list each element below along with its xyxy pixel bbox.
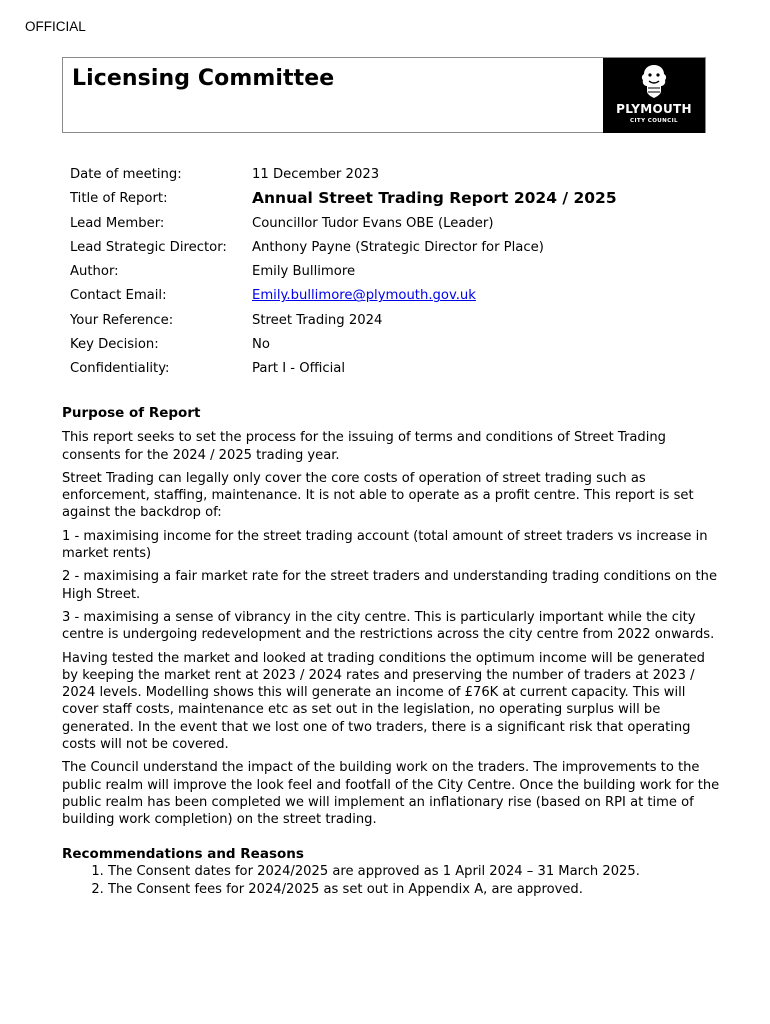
- purpose-paragraph: 1 - maximising income for the street trading account (total amount of street traders vs increase in market rents): [62, 528, 708, 562]
- meta-row-author: [70, 264, 710, 288]
- meta-value: Street Trading 2024: [252, 312, 383, 328]
- recommendations-list: [62, 863, 722, 898]
- meta-value: Councillor Tudor Evans OBE (Leader): [252, 215, 494, 231]
- report-title: Annual Street Trading Report 2024 / 2025: [252, 189, 617, 208]
- meta-row-key-decision: [70, 337, 710, 361]
- meta-row-email: [70, 288, 710, 312]
- purpose-paragraph: Street Trading can legally only cover the core costs of operation of street trading such as enforcement, staffing, maintenance. It is not able to operate as a profit centre. This report is set against the backdrop of:: [62, 470, 694, 521]
- purpose-paragraph: 2 - maximising a fair market rate for the street traders and understanding trading conditions on the High Street.: [62, 569, 718, 602]
- purpose-paragraph: Having tested the market and looked at trading conditions the optimum income will be generated by keeping the market rent at 2023 / 2024 rates and preserving the number of traders at 2023 / 2024 levels. Modelling shows this will generate an income of £76K at current capacity. This will cover staff costs, maintenance etc as set out in the legislation, no operating surplus will be generated. In the event that we lost one of two traders, there is a significant risk that operating costs will not be covered.: [62, 650, 705, 753]
- meta-value: Anthony Payne (Strategic Director for Place): [252, 239, 544, 255]
- meta-label: Your Reference:: [70, 312, 174, 328]
- meta-row-lead-member: [70, 216, 710, 240]
- logo-line-1: PLYMOUTH: [616, 102, 692, 116]
- meta-label: Key Decision:: [70, 337, 159, 353]
- lion-crest-icon: [639, 64, 669, 100]
- meta-label: Author:: [70, 264, 119, 280]
- meta-label: Date of meeting:: [70, 167, 182, 182]
- meta-label: Lead Member:: [70, 215, 165, 231]
- purpose-paragraph: This report seeks to set the process for the issuing of terms and conditions of Street Trading consents for the 2024 / 2025 trading year.: [62, 430, 666, 463]
- meta-label: Lead Strategic Director:: [70, 239, 227, 255]
- meeting-metadata: [70, 167, 710, 386]
- meta-label: Title of Report:: [70, 191, 168, 207]
- logo-line-2: CITY COUNCIL: [630, 118, 678, 124]
- recommendation-item: 2. The Consent fees for 2024/2025 as set out in Appendix A, are approved.: [108, 881, 722, 898]
- committee-title: Licensing Committee: [72, 66, 335, 91]
- meta-label: Confidentiality:: [70, 361, 170, 377]
- meta-value: Part I - Official: [252, 361, 346, 377]
- meta-value: 11 December 2023: [252, 167, 380, 182]
- security-marking: OFFICIAL: [25, 19, 86, 34]
- meta-row-reference: [70, 313, 710, 337]
- recommendations-heading: Recommendations and Reasons: [62, 846, 304, 862]
- meta-row-date: [70, 167, 710, 191]
- recommendations-section: [62, 846, 722, 898]
- recommendation-item: 1. The Consent dates for 2024/2025 are approved as 1 April 2024 – 31 March 2025.: [108, 863, 722, 880]
- purpose-paragraph: The Council understand the impact of the building work on the traders. The improvements to the public realm will improve the look feel and footfall of the City Centre. Once the building work for the public realm has been completed we will implement an inflationary rise (based on RPI at time of building work completion) on the street trading.: [62, 760, 720, 828]
- purpose-paragraph: 3 - maximising a sense of vibrancy in the city centre. This is particularly important while the city centre is undergoing redevelopment and the restrictions across the city centre from 2022 onwards.: [62, 609, 715, 643]
- meta-value: No: [252, 337, 270, 353]
- contact-email-link[interactable]: Emily.bullimore@plymouth.gov.uk: [252, 288, 476, 304]
- meta-row-confidentiality: [70, 361, 710, 385]
- meta-value: Emily Bullimore: [252, 264, 356, 280]
- purpose-section: [62, 405, 722, 835]
- plymouth-logo: [603, 58, 705, 133]
- meta-row-title: [70, 191, 710, 215]
- meta-label: Contact Email:: [70, 288, 167, 304]
- meta-row-director: [70, 240, 710, 264]
- purpose-heading: Purpose of Report: [62, 405, 201, 421]
- header-box: [62, 57, 706, 133]
